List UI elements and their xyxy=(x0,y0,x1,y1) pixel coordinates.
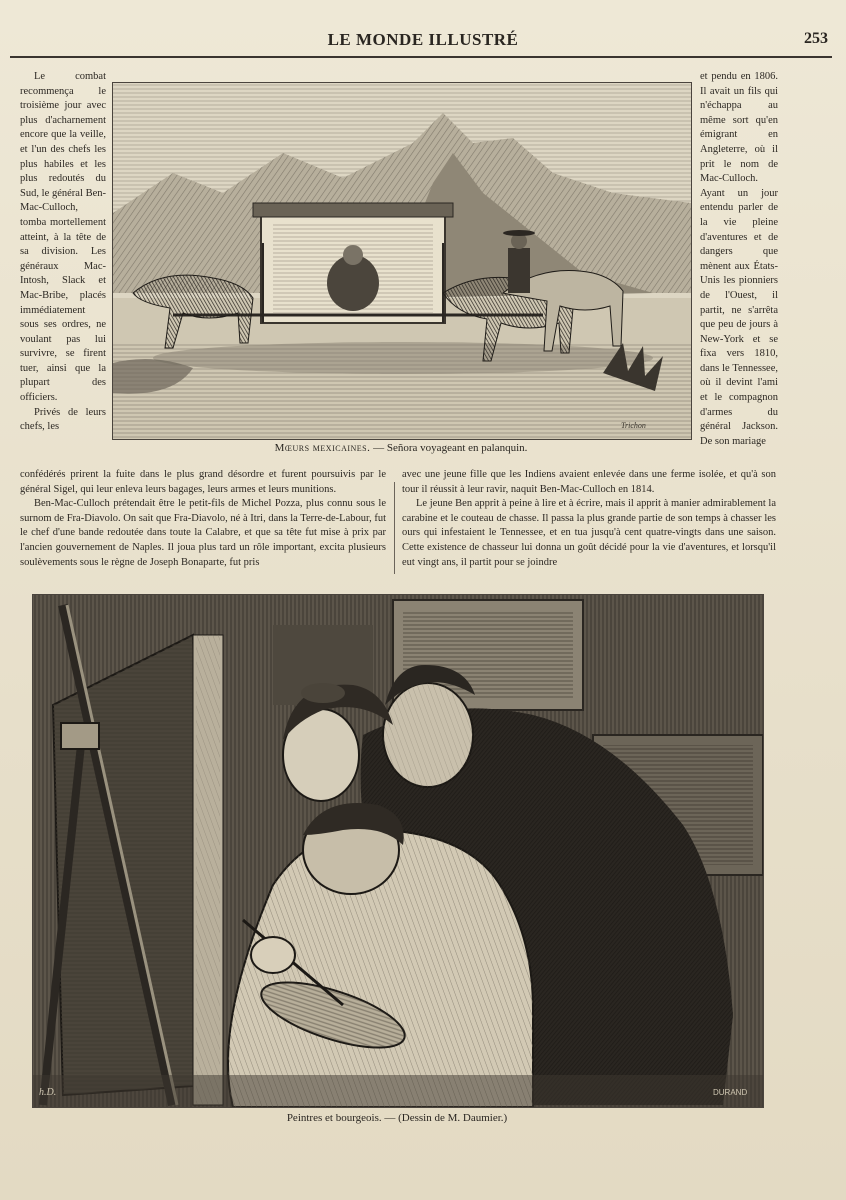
top-engraving-signature: Trichon xyxy=(621,421,646,430)
middle-right-paragraph-2: Le jeune Ben apprit à peine à lire et à écrire, mais il apprit à manier admirablement la carabine et le couteau de chasse. Il passa la plus grande partie de son temps à chasser les ours qui infestaient le Tennessee, et en tua jusqu'à cent quatre-vingts dans une saison. Cette existence de chasseur lui donna un goût décidé pour la vie d'aventures, et lorsqu'il eut vingt ans, il partit pour se joindre xyxy=(402,498,776,568)
caption-text: — Señora voyageant en palanquin. xyxy=(370,442,528,454)
header-rule xyxy=(10,56,832,58)
left-paragraph-1: Le combat recommença le troisième jour avec plus d'acharnement encore que la veille, et l'un des chefs les plus habiles et les plus redoutés du Sud, le général Ben-Mac-Culloch, tomba mortellement atteint, à la tête de sa division. Les généraux Mac-Intosh, Slack et Mac-Bribe, placés immédiatement sous ses ordres, ne voulant pas lui survivre, se firent tuer, ainsi que la plupart des officiers. xyxy=(20,71,106,404)
big-engraving-signature-left: h.D. xyxy=(39,1087,57,1098)
right-text-column xyxy=(700,70,778,449)
caption-section: Mœurs mexicaines. xyxy=(274,442,371,454)
palanquin-illustration xyxy=(113,83,691,439)
middle-left-paragraph-2: Ben-Mac-Culloch prétendait être le petit-fils de Michel Pozza, plus connu sous le surnom de Fra-Diavolo. On sait que Fra-Diavolo, né à Itri, dans la Terre-de-Labour, fut le chef d'une bande redoutée dans toute la Calabre, et que sa tête fut mise à prix par l'ancien gouvernement de Naples. Il joua plus tard un rôle important, excita plusieurs soulèvements sous le règne de Joseph Bonaparte, fut pris xyxy=(20,498,386,568)
middle-left-paragraph-1: confédérés prirent la fuite dans le plus grand désordre et furent poursuivis par le général Sigel, qui leur enleva leurs bagages, leurs armes et leurs munitions. xyxy=(20,469,386,495)
painters-caption: Peintres et bourgeois. — (Dessin de M. Daumier.) xyxy=(286,1112,508,1124)
middle-left-column xyxy=(20,468,386,570)
middle-right-paragraph-1: avec une jeune fille que les Indiens avaient enlevée dans une ferme isolée, et qu'à son tour il réussit à leur ravir, naquit Ben-Mac-Culloch en 1814. xyxy=(402,469,776,495)
masthead-title: LE MONDE ILLUSTRÉ xyxy=(327,30,519,49)
painters-engraving xyxy=(32,594,764,1108)
column-divider xyxy=(394,482,395,574)
palanquin-engraving xyxy=(112,82,692,440)
page-header xyxy=(0,26,846,54)
middle-right-column xyxy=(402,468,776,570)
left-text-column xyxy=(20,70,106,435)
painters-illustration xyxy=(33,595,763,1107)
big-engraving-signature-right: DURAND xyxy=(713,1088,748,1097)
palanquin-caption xyxy=(112,442,690,454)
left-paragraph-2: Privés de leurs chefs, les xyxy=(20,406,106,433)
page-number: 253 xyxy=(804,30,828,47)
right-paragraph: et pendu en 1806. Il avait un fils qui n'échappa au même sort qu'en émigrant en Angleterre, où il prit le nom de Mac-Culloch. Ayant un jour entendu parler de la vie pleine d'aventures et de dangers que mènent aux États-Unis les pionniers de l'Ouest, il partit, ne s'arrêta que peu de jours à New-York et se fixa vers 1810, dans le Tennessee, où il devint l'ami et le compagnon d'armes du général Jackson. De son mariage xyxy=(700,71,778,447)
